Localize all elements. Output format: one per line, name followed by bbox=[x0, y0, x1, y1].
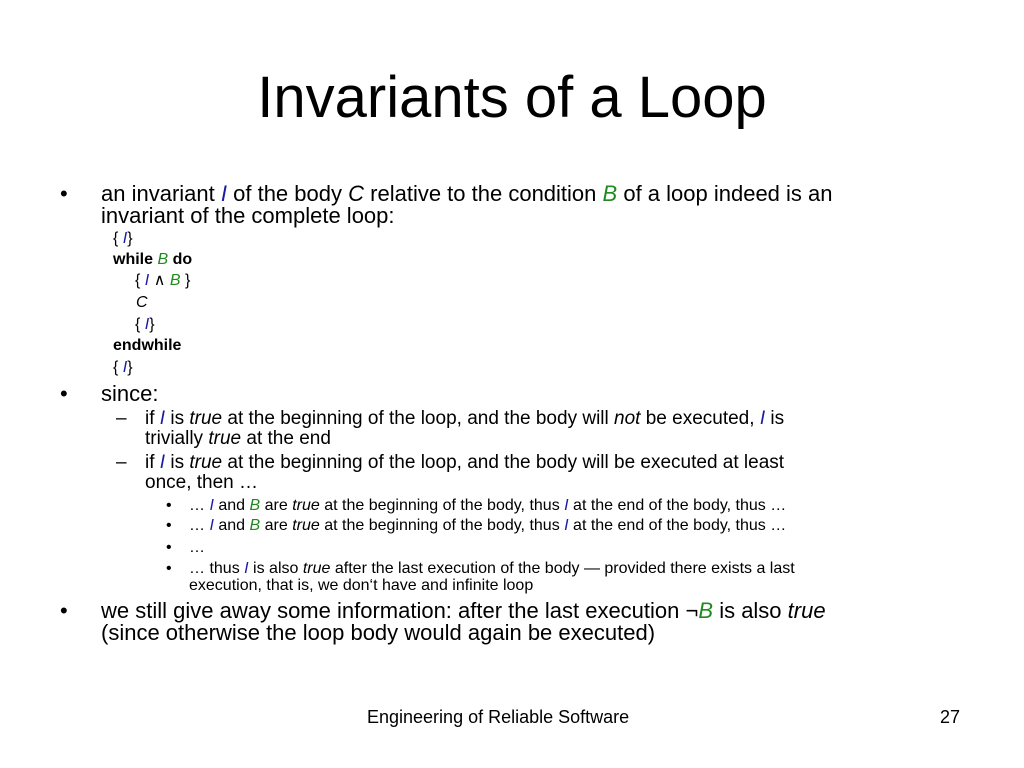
text: if bbox=[145, 452, 155, 473]
invariant-var: I bbox=[159, 408, 166, 429]
code-body-pre bbox=[135, 272, 190, 290]
bullet-1-line-2: invariant of the complete loop: bbox=[101, 203, 395, 228]
true-text: true bbox=[189, 452, 223, 473]
true-text: true bbox=[787, 598, 826, 623]
code-while bbox=[113, 251, 192, 269]
invariant-var: I bbox=[564, 497, 569, 514]
invariant-var: I bbox=[159, 452, 166, 473]
sub-sub-bullet-1 bbox=[189, 497, 786, 514]
sub-sub-bullet-2 bbox=[189, 517, 786, 534]
text: is bbox=[170, 452, 185, 473]
code-body bbox=[136, 294, 148, 312]
text: if bbox=[145, 408, 155, 429]
text: at the end bbox=[246, 428, 331, 449]
invariant-var: I bbox=[122, 230, 128, 247]
negation-operator: ¬ bbox=[685, 598, 699, 623]
brace: } bbox=[127, 359, 133, 376]
keyword-do: do bbox=[172, 251, 193, 268]
text: are bbox=[264, 497, 288, 514]
invariant-var: I bbox=[209, 497, 214, 514]
bullet-icon: • bbox=[60, 598, 68, 623]
text: be executed, bbox=[645, 408, 755, 429]
and-operator: ∧ bbox=[153, 272, 166, 289]
invariant-var: I bbox=[759, 408, 766, 429]
not-text: not bbox=[614, 408, 641, 429]
text: we still give away some information: after the last execution bbox=[101, 598, 680, 623]
brace: { bbox=[135, 272, 141, 289]
sub-bullet-1-line-2 bbox=[145, 429, 331, 449]
keyword-endwhile: endwhile bbox=[113, 337, 182, 354]
brace: } bbox=[149, 316, 155, 333]
sub-bullet-2-line-1 bbox=[145, 453, 784, 473]
text: at the beginning of the body, thus bbox=[324, 517, 560, 534]
text: is also bbox=[719, 598, 782, 623]
text: is bbox=[170, 408, 185, 429]
bullet-icon: • bbox=[166, 539, 172, 556]
bullet-icon: • bbox=[60, 181, 68, 206]
bullet-3-line-1 bbox=[101, 600, 826, 622]
text: and bbox=[218, 517, 246, 534]
true-text: true bbox=[208, 428, 242, 449]
sub-bullet-2-line-2: once, then … bbox=[145, 472, 259, 493]
code-endwhile bbox=[113, 337, 181, 355]
text: an invariant bbox=[101, 181, 215, 206]
text: is bbox=[770, 408, 785, 429]
text: … bbox=[189, 497, 205, 514]
bullet-icon: • bbox=[166, 497, 172, 514]
text: at the end of the body, thus … bbox=[573, 517, 787, 534]
invariant-var: I bbox=[244, 560, 249, 577]
text: at the beginning of the loop, and the body will bbox=[227, 408, 609, 429]
invariant-var: I bbox=[122, 359, 128, 376]
page-number: 27 bbox=[940, 707, 961, 727]
code-body-post bbox=[135, 316, 155, 334]
text: of the body bbox=[233, 181, 342, 206]
invariant-var: I bbox=[564, 517, 569, 534]
bullet-icon: • bbox=[166, 560, 172, 577]
bullet-icon: • bbox=[60, 381, 68, 406]
invariant-var: I bbox=[144, 316, 150, 333]
brace: } bbox=[127, 230, 133, 247]
code-precondition bbox=[113, 230, 133, 248]
true-text: true bbox=[302, 560, 331, 577]
dash-icon: – bbox=[116, 408, 127, 429]
dash-icon: – bbox=[116, 452, 127, 473]
brace: { bbox=[135, 316, 141, 333]
brace: { bbox=[113, 230, 119, 247]
text: after the last execution of the body — provided there exists a last bbox=[334, 560, 795, 577]
true-text: true bbox=[292, 517, 320, 534]
text: at the beginning of the body, thus bbox=[324, 497, 560, 514]
condition-var: B bbox=[602, 181, 618, 206]
text: at the end of the body, thus … bbox=[573, 497, 787, 514]
true-text: true bbox=[292, 497, 320, 514]
text: relative to the condition bbox=[370, 181, 597, 206]
condition-var: B bbox=[169, 272, 181, 289]
brace: } bbox=[185, 272, 191, 289]
condition-var: B bbox=[157, 251, 169, 268]
text: at the beginning of the loop, and the body will be executed at least bbox=[227, 452, 785, 473]
text: is also bbox=[253, 560, 299, 577]
slide-title: Invariants of a Loop bbox=[257, 65, 767, 130]
footer-title: Engineering of Reliable Software bbox=[367, 707, 630, 727]
text: of a loop indeed is an bbox=[623, 181, 833, 206]
sub-bullet-1-line-1 bbox=[145, 409, 784, 429]
sub-sub-bullet-3: … bbox=[189, 539, 205, 556]
text: are bbox=[264, 517, 288, 534]
keyword-while: while bbox=[113, 251, 154, 268]
text: and bbox=[218, 497, 246, 514]
bullet-icon: • bbox=[166, 517, 172, 534]
text: trivially bbox=[145, 428, 204, 449]
brace: { bbox=[113, 359, 119, 376]
bullet-1-line-1 bbox=[101, 183, 833, 205]
body-var: C bbox=[136, 294, 148, 311]
invariant-var: I bbox=[209, 517, 214, 534]
condition-var: B bbox=[249, 517, 261, 534]
invariant-var: I bbox=[220, 181, 227, 206]
true-text: true bbox=[189, 408, 223, 429]
condition-var: B bbox=[698, 598, 714, 623]
invariant-var: I bbox=[144, 272, 150, 289]
bullet-2: since: bbox=[101, 381, 159, 406]
text: … bbox=[189, 517, 205, 534]
sub-sub-bullet-4-line-1 bbox=[189, 560, 795, 577]
body-var: C bbox=[348, 181, 365, 206]
bullet-3-line-2: (since otherwise the loop body would again be executed) bbox=[101, 620, 656, 645]
sub-sub-bullet-4-line-2: execution, that is, we don‘t have and infinite loop bbox=[189, 577, 534, 594]
code-postcondition bbox=[113, 359, 133, 377]
condition-var: B bbox=[249, 497, 261, 514]
text: … thus bbox=[189, 560, 240, 577]
